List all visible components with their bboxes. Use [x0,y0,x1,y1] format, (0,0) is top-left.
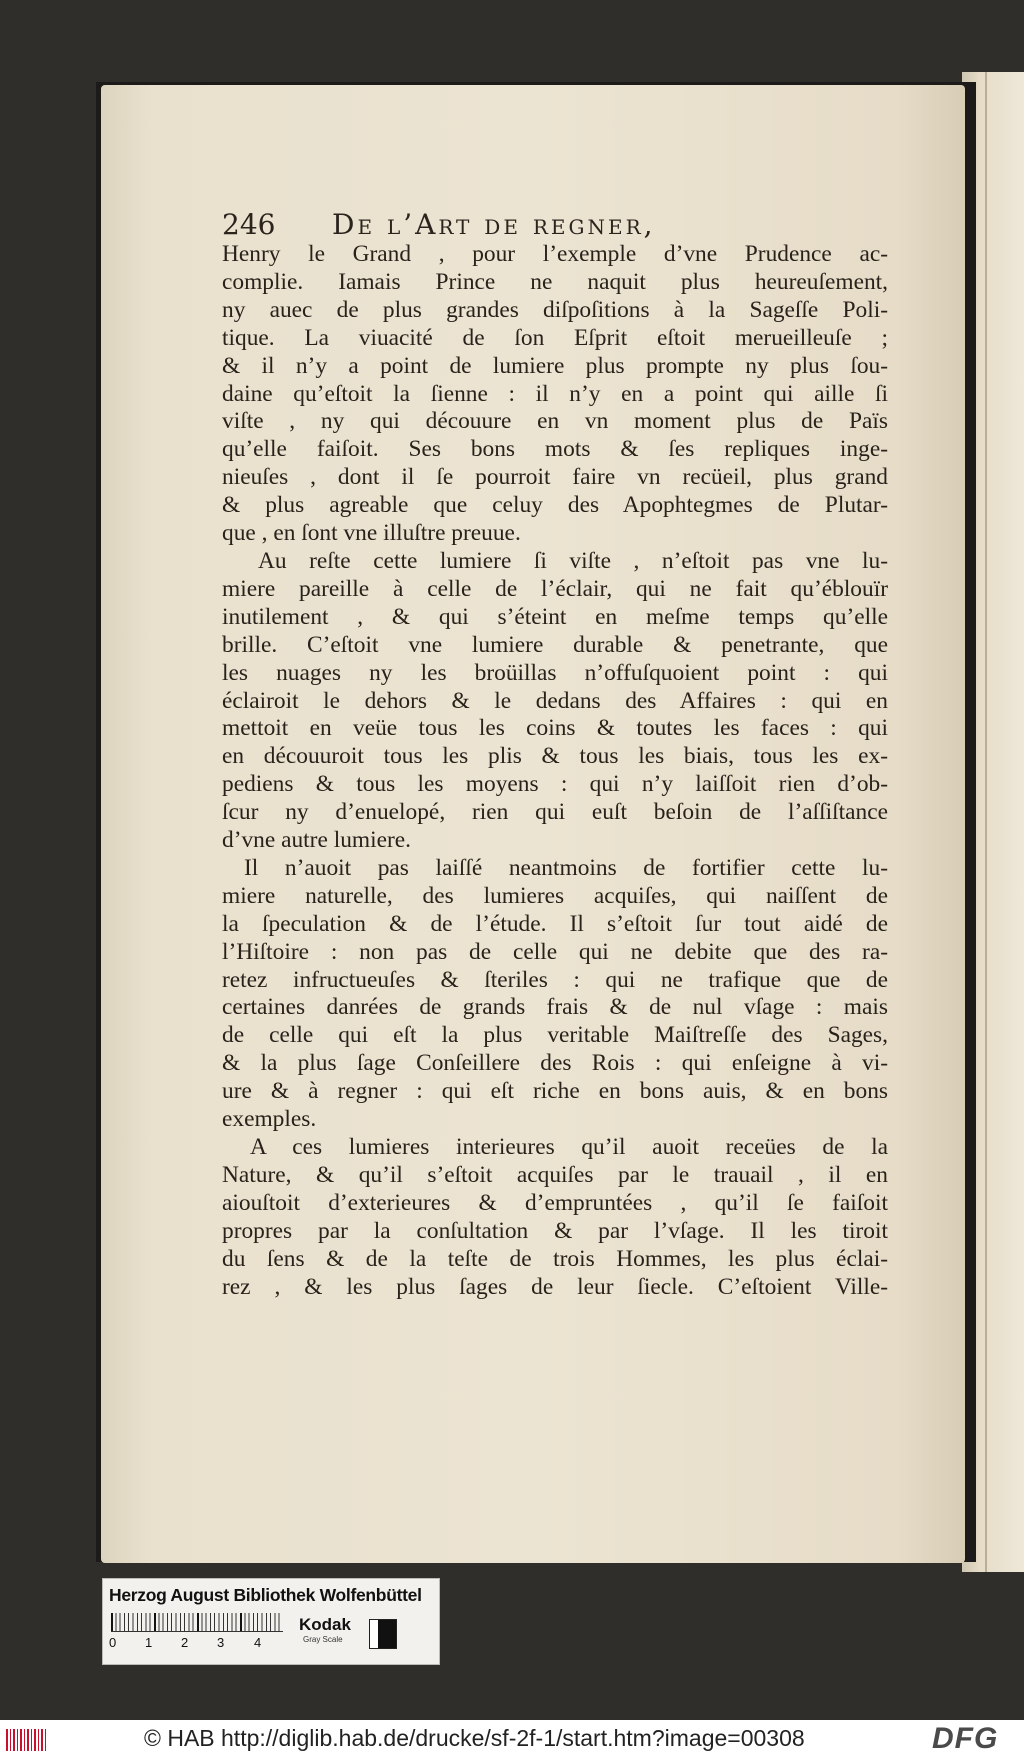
text-line: brille. C’eſtoit vne lumiere durable & penetrante, que [222,631,888,658]
text-line: & il n’y a point de lumiere plus prompte ny plus ſou- [222,352,888,379]
text-line: miere naturelle, des lumieres acquiſes, qui naiſſent de [222,882,888,909]
text-line: pediens & tous les moyens : qui n’y laiſſoit rien d’ob- [222,771,888,798]
text-line: en découuroit tous les plis & tous les biais, tous les ex- [222,743,888,770]
text-line: ure & à regner : qui eſt riche en bons auis, & en bons [222,1078,888,1105]
kodak-label: Kodak [299,1615,351,1634]
dfg-logo: DFG [932,1722,999,1755]
text-line: inutilement , & qui s’éteint en meſme temps qu’elle [222,603,888,630]
text-line: tique. La viuacité de ſon Eſprit eſtoit merueilleuſe ; [222,324,888,351]
ruler-number: 1 [145,1635,153,1650]
gray-scale-patch [369,1619,397,1649]
text-line: rez , & les plus ſages de leur ſiecle. C’eſtoient Ville- [222,1273,888,1300]
text-line: complie. Iamais Prince ne naquit plus heureuſement, [222,268,888,295]
text-line: viſte , ny qui découure en vn moment plus de Païs [222,408,888,435]
text-line: du ſens & de la teſte de trois Hommes, les plus éclai- [222,1245,888,1272]
ruler-number: 4 [254,1635,262,1650]
text-line: Henry le Grand , pour l’exemple d’vne Prudence ac- [222,241,888,267]
text-line: & plus agreable que celuy des Apophtegmes de Plutar- [222,492,888,519]
text-line: Il n’auoit pas laiſſé neantmoins de fortifier cette lu- [244,854,888,881]
text-line: certaines danrées de grands frais & de nul vſage : mais [222,994,888,1021]
color-target-card [102,1578,440,1665]
body-text-block [222,241,888,1301]
text-line: miere pareille à celle de l’éclair, qui ne fait qu’éblouïr [222,575,888,602]
source-credit-link[interactable]: © HAB http://diglib.hab.de/drucke/sf-2f-1/start.htm?image=00308 [144,1725,805,1751]
text-line: qu’elle faiſoit. Ses bons mots & ſes repliques inge- [222,436,888,463]
text-line: nieuſes , dont il ſe pourroit faire vn recüeil, plus grand [222,464,888,491]
ruler-number: 2 [181,1635,189,1650]
running-title: De l’Art de regner, [332,208,656,241]
footer-bar [0,1720,1024,1759]
text-line: la ſpeculation & de l’étude. Il s’eſtoit ſur tout aidé de [222,910,888,937]
ruler-number: 3 [217,1635,225,1650]
text-line: retez infructueuſes & ſteriles : qui ne trafique que de [222,966,888,993]
text-line: mettoit en veüe tous les coins & toutes les faces : qui [222,715,888,742]
library-name: Herzog August Bibliothek Wolfenbüttel [109,1585,422,1605]
text-line: & la plus ſage Conſeillere des Rois : qui enſeigne à vi- [222,1050,888,1077]
ruler-number: 0 [109,1635,117,1650]
ruler-major-ticks [111,1613,283,1631]
text-line: A ces lumieres interieures qu’il auoit receües de la [250,1134,888,1160]
text-line: que , en ſont vne illuſtre preuue. [222,520,521,547]
scale-ruler [111,1613,283,1632]
text-line: Nature, & qu’il s’eſtoit acquiſes par le trauail , il en [222,1161,888,1188]
gray-scale-label: Gray Scale [303,1635,343,1644]
page-fold-line [985,72,987,1572]
text-line: l’Hiſtoire : non pas de celle qui ne debite que des ra- [222,938,888,965]
text-line: les nuages ny les broüillas n’offuſquoient point : qui [222,659,888,686]
folio-number: 246 [222,208,276,241]
text-line: de celle qui eſt la plus veritable Maiſtreſſe des Sages, [222,1022,888,1049]
text-line: d’vne autre lumiere. [222,827,411,854]
text-line: daine qu’eſtoit la ſienne : il n’y en a point qui aille ſi [222,380,888,407]
text-line: Au reſte cette lumiere ſi viſte , n’eſtoit pas vne lu- [258,547,888,574]
text-line: ny auec de plus grandes diſpoſitions à la Sageſſe Poli- [222,296,888,323]
text-line: ſcur ny d’enuelopé, rien qui euſt beſoin de l’aſſiſtance [222,799,888,826]
text-line: aiouſtoit d’exterieures & d’empruntées , qu’il ſe faiſoit [222,1189,888,1216]
text-line: éclairoit le dehors & le dedans des Affaires : qui en [222,687,888,714]
barcode-icon [6,1729,46,1751]
text-line: propres par la conſultation & par l’vſage. Il les tiroit [222,1217,888,1244]
text-line: exemples. [222,1106,317,1133]
